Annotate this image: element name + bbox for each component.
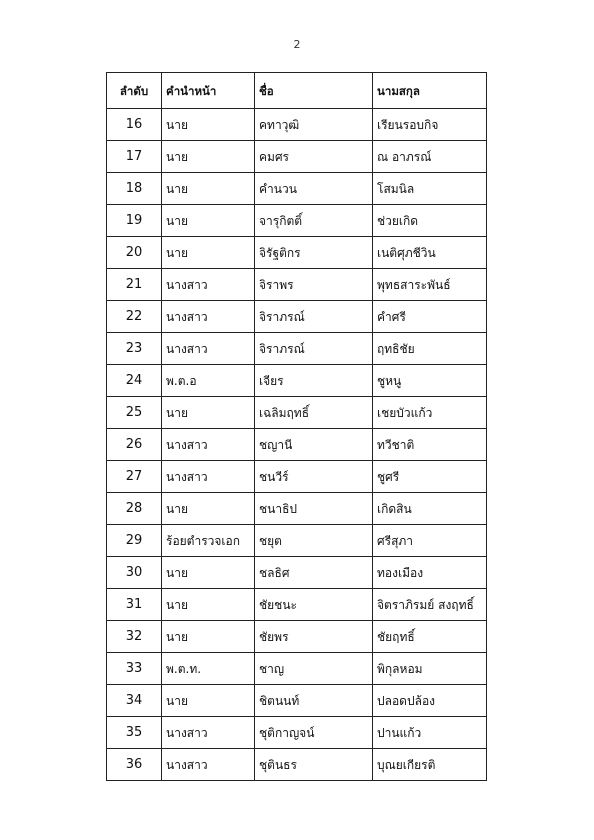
cell-no: 16 xyxy=(107,109,162,141)
table-row xyxy=(107,461,487,493)
cell-prefix: นาย xyxy=(162,621,255,653)
cell-first-name: จิรัฐติกร xyxy=(255,237,373,269)
cell-last-name: จิตราภิรมย์ สงฤทธิ์ xyxy=(373,589,487,621)
table-row xyxy=(107,237,487,269)
cell-no: 25 xyxy=(107,397,162,429)
table-row xyxy=(107,205,487,237)
cell-last-name: ศรีสุภา xyxy=(373,525,487,557)
cell-first-name: ชุติกาญจน์ xyxy=(255,717,373,749)
cell-first-name: ชาญ xyxy=(255,653,373,685)
cell-no: 36 xyxy=(107,749,162,781)
cell-last-name: เชยบัวแก้ว xyxy=(373,397,487,429)
cell-first-name: จารุกิตติ์ xyxy=(255,205,373,237)
cell-no: 18 xyxy=(107,173,162,205)
cell-prefix: นางสาว xyxy=(162,429,255,461)
cell-last-name: ปลอดปล้อง xyxy=(373,685,487,717)
table-row xyxy=(107,525,487,557)
cell-prefix: นางสาว xyxy=(162,461,255,493)
cell-no: 27 xyxy=(107,461,162,493)
page-number: 2 xyxy=(293,38,301,51)
cell-prefix: นางสาว xyxy=(162,301,255,333)
header-no: ลำดับ xyxy=(107,73,162,109)
cell-no: 23 xyxy=(107,333,162,365)
cell-prefix: นาย xyxy=(162,557,255,589)
cell-last-name: โสมนิล xyxy=(373,173,487,205)
cell-prefix: ร้อยตำรวจเอก xyxy=(162,525,255,557)
cell-prefix: นาย xyxy=(162,141,255,173)
cell-first-name: ชนวีร์ xyxy=(255,461,373,493)
header-first-name: ชื่อ xyxy=(255,73,373,109)
cell-last-name: พิกุลหอม xyxy=(373,653,487,685)
cell-first-name: ชัยชนะ xyxy=(255,589,373,621)
cell-no: 31 xyxy=(107,589,162,621)
cell-first-name: คทาวุฒิ xyxy=(255,109,373,141)
cell-last-name: ชูหนู xyxy=(373,365,487,397)
cell-first-name: เฉลิมฤทธิ์ xyxy=(255,397,373,429)
cell-no: 28 xyxy=(107,493,162,525)
header-last-name: นามสกุล xyxy=(373,73,487,109)
cell-last-name: ปานแก้ว xyxy=(373,717,487,749)
cell-last-name: ทองเมือง xyxy=(373,557,487,589)
cell-prefix: นาย xyxy=(162,173,255,205)
cell-no: 21 xyxy=(107,269,162,301)
table-row xyxy=(107,173,487,205)
table-row xyxy=(107,109,487,141)
cell-first-name: จิราภรณ์ xyxy=(255,333,373,365)
cell-no: 24 xyxy=(107,365,162,397)
cell-prefix: นาย xyxy=(162,237,255,269)
cell-last-name: เนติศุภชีวิน xyxy=(373,237,487,269)
cell-no: 17 xyxy=(107,141,162,173)
cell-last-name: ชัยฤทธิ์ xyxy=(373,621,487,653)
cell-no: 22 xyxy=(107,301,162,333)
table-row xyxy=(107,397,487,429)
cell-first-name: ชนาธิป xyxy=(255,493,373,525)
cell-no: 30 xyxy=(107,557,162,589)
table-row xyxy=(107,653,487,685)
cell-prefix: นางสาว xyxy=(162,749,255,781)
cell-last-name: ทวีชาติ xyxy=(373,429,487,461)
cell-first-name: ชยุต xyxy=(255,525,373,557)
cell-prefix: นางสาว xyxy=(162,269,255,301)
cell-prefix: นาย xyxy=(162,109,255,141)
cell-last-name: ฤทธิชัย xyxy=(373,333,487,365)
table-row xyxy=(107,429,487,461)
cell-no: 33 xyxy=(107,653,162,685)
table-row xyxy=(107,493,487,525)
cell-prefix: นางสาว xyxy=(162,717,255,749)
cell-prefix: นาย xyxy=(162,397,255,429)
cell-first-name: เจียร xyxy=(255,365,373,397)
cell-first-name: ชญานี xyxy=(255,429,373,461)
cell-last-name: คำศรี xyxy=(373,301,487,333)
cell-last-name: ณ อาภรณ์ xyxy=(373,141,487,173)
cell-first-name: ชัยพร xyxy=(255,621,373,653)
cell-no: 19 xyxy=(107,205,162,237)
table-row xyxy=(107,621,487,653)
cell-no: 34 xyxy=(107,685,162,717)
table-row xyxy=(107,685,487,717)
cell-first-name: ชุตินธร xyxy=(255,749,373,781)
roster-table xyxy=(106,72,487,781)
table-row xyxy=(107,557,487,589)
table-row xyxy=(107,717,487,749)
cell-prefix: นาย xyxy=(162,589,255,621)
cell-last-name: ชูศรี xyxy=(373,461,487,493)
cell-prefix: นาย xyxy=(162,493,255,525)
cell-last-name: บุณยเกียรติ xyxy=(373,749,487,781)
roster-body xyxy=(107,109,487,781)
cell-prefix: นาย xyxy=(162,205,255,237)
header-prefix: คำนำหน้า xyxy=(162,73,255,109)
cell-last-name: ช่วยเกิด xyxy=(373,205,487,237)
cell-prefix: พ.ต.ท. xyxy=(162,653,255,685)
cell-first-name: จิราภรณ์ xyxy=(255,301,373,333)
cell-first-name: ชิตนนท์ xyxy=(255,685,373,717)
cell-first-name: จิราพร xyxy=(255,269,373,301)
cell-first-name: ชลธิศ xyxy=(255,557,373,589)
table-row xyxy=(107,365,487,397)
table-row xyxy=(107,141,487,173)
cell-last-name: พุทธสาระพันธ์ xyxy=(373,269,487,301)
table-row xyxy=(107,589,487,621)
cell-first-name: คมศร xyxy=(255,141,373,173)
cell-first-name: คำนวน xyxy=(255,173,373,205)
cell-no: 20 xyxy=(107,237,162,269)
cell-last-name: เกิดสิน xyxy=(373,493,487,525)
table-row xyxy=(107,301,487,333)
table-header-row xyxy=(107,73,487,109)
cell-no: 32 xyxy=(107,621,162,653)
cell-prefix: พ.ต.อ xyxy=(162,365,255,397)
cell-no: 29 xyxy=(107,525,162,557)
cell-no: 35 xyxy=(107,717,162,749)
cell-no: 26 xyxy=(107,429,162,461)
table-row xyxy=(107,749,487,781)
table-row xyxy=(107,333,487,365)
cell-prefix: นางสาว xyxy=(162,333,255,365)
cell-last-name: เรียนรอบกิจ xyxy=(373,109,487,141)
table-row xyxy=(107,269,487,301)
cell-prefix: นาย xyxy=(162,685,255,717)
